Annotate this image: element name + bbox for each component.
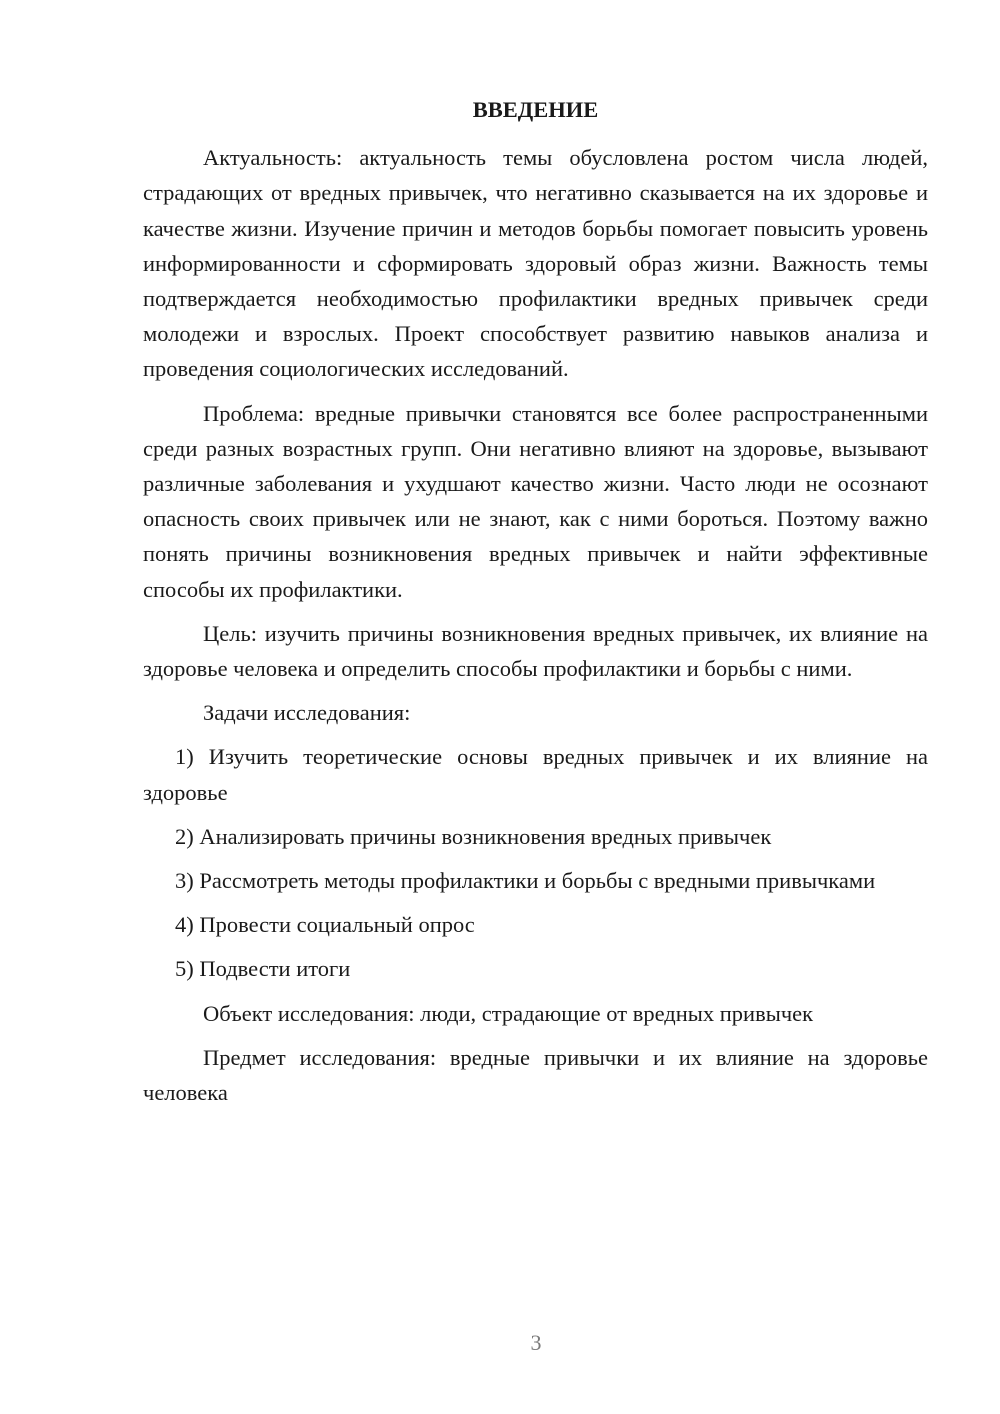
tasks-heading: Задачи исследования: bbox=[203, 700, 411, 726]
document-page bbox=[143, 92, 928, 1119]
relevance-paragraph: Актуальность: актуальность темы обусловлена ростом числа людей, страдающих от вредных привычек, что негативно сказывается на их здоровье и качестве жизни. Изучение причин и методов борьбы помогает повысить уровень информированности и сформировать здоровый образ жизни. Важность темы подтверждается необходимостью профилактики вредных привычек среди молодежи и взрослых. Проект способствует развитию навыков анализа и проведения социологических исследований. bbox=[143, 145, 928, 382]
task-item: 4) Провести социальный опрос bbox=[175, 912, 475, 938]
subject-paragraph: Предмет исследования: вредные привычки и их влияние на здоровье человека bbox=[143, 1044, 928, 1106]
page-number: 3 bbox=[530, 1330, 542, 1355]
problem-paragraph: Проблема: вредные привычки становятся все более распространенными среди разных возрастных групп. Они негативно влияют на здоровье, вызывают различные заболевания и ухудшают качество жизни. Часто люди не осознают опасность своих привычек или не знают, как с ними бороться. Поэтому важно понять причины возникновения вредных привычек и найти эффективные способы их профилактики. bbox=[143, 400, 928, 602]
object-paragraph: Объект исследования: люди, страдающие от вредных привычек bbox=[203, 1000, 814, 1026]
task-item: 3) Рассмотреть методы профилактики и борьбы с вредными привычками bbox=[175, 868, 876, 894]
goal-paragraph: Цель: изучить причины возникновения вредных привычек, их влияние на здоровье человека и определить способы профилактики и борьбы с ними. bbox=[143, 620, 928, 682]
task-item: 5) Подвести итоги bbox=[175, 956, 351, 982]
page-title: ВВЕДЕНИЕ bbox=[472, 97, 599, 122]
task-item: 2) Анализировать причины возникновения вредных привычек bbox=[175, 823, 772, 849]
tasks-list bbox=[143, 739, 928, 986]
task-item: 1) Изучить теоретические основы вредных привычек и их влияние на здоровье bbox=[143, 744, 928, 805]
